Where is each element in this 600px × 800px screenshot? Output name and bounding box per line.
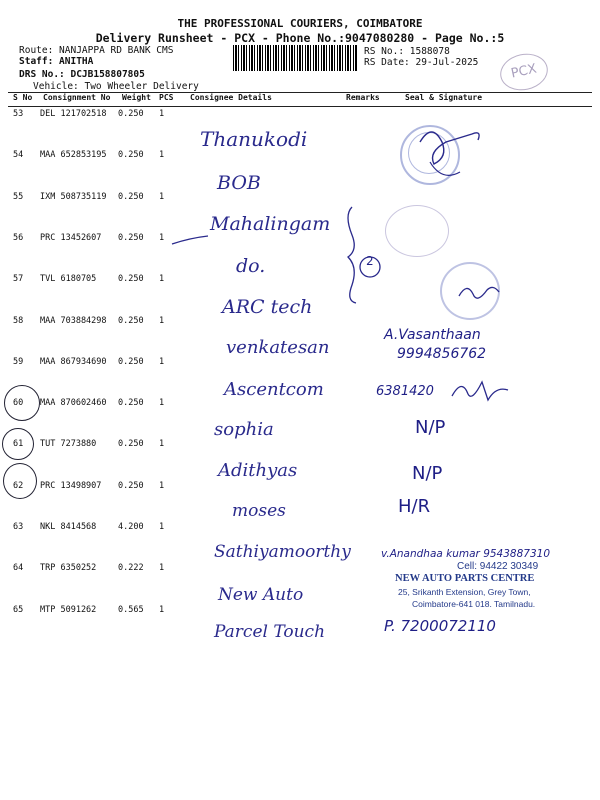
row-sno: 64 (13, 563, 24, 573)
document-subtitle: Delivery Runsheet - PCX - Phone No.:9047080280 - Page No.:5 (95, 31, 505, 45)
col-remarks: Remarks (346, 93, 380, 102)
hw-remark-60: N/P (415, 417, 446, 438)
hw-consignee-56: do. (236, 255, 266, 277)
hw-consignee-63: Sathiyamoorthy (214, 542, 351, 562)
row-sno: 61 (13, 439, 24, 449)
row-pcs: 1 (159, 398, 165, 408)
row-pcs: 1 (159, 605, 165, 615)
row-weight: 0.250 (118, 481, 144, 491)
rs-number: RS No.: 1588078 (364, 46, 450, 57)
row-sno: 58 (13, 316, 24, 326)
row-consignment: TVL 6180705 (40, 274, 97, 284)
row-weight: 0.250 (118, 274, 144, 284)
pcx-stamp: PCX (497, 49, 551, 94)
row-weight: 0.565 (118, 605, 144, 615)
row-weight: 0.250 (118, 398, 144, 408)
col-seal-signature: Seal & Signature (405, 93, 483, 102)
hw-remark-58-phone: 9994856762 (397, 346, 487, 362)
row-consignment: PRC 13498907 (40, 481, 102, 491)
row-pcs: 1 (159, 274, 165, 284)
hw-remark-62: H/R (398, 496, 431, 517)
row-weight: 0.250 (118, 316, 144, 326)
stamp-address-1: 25, Srikanth Extension, Grey Town, (398, 587, 531, 597)
col-pcs: PCS (159, 93, 174, 102)
hw-remark-63: v.Anandhaa kumar 9543887310 (381, 548, 551, 560)
row-weight: 0.222 (118, 563, 144, 573)
hw-consignee-59: Ascentcom (224, 379, 324, 400)
row-weight: 0.250 (118, 109, 144, 119)
row-weight: 0.250 (118, 357, 144, 367)
row-sno: 63 (13, 522, 24, 532)
row-sno: 57 (13, 274, 24, 284)
row-pcs: 1 (159, 357, 165, 367)
stamp-cell: Cell: 94422 30349 (457, 561, 539, 572)
col-weight: Weight (122, 93, 151, 102)
row-sno: 60 (13, 398, 24, 408)
row-sno: 54 (13, 150, 24, 160)
header-bottom-rule (8, 106, 592, 107)
hw-consignee-58: venkatesan (226, 337, 330, 358)
row-consignment: MAA 867934690 (40, 357, 107, 367)
row-weight: 0.250 (118, 150, 144, 160)
row-pcs: 1 (159, 522, 165, 532)
row-sno: 59 (13, 357, 24, 367)
hw-remark-65: P. 7200072110 (384, 617, 496, 635)
row-consignment: MTP 5091262 (40, 605, 97, 615)
hw-consignee-61: Adithyas (218, 460, 298, 481)
hw-consignee-60: sophia (214, 419, 274, 440)
barcode (233, 45, 358, 71)
col-sno: S No (13, 93, 33, 102)
row-consignment: NKL 8414568 (40, 522, 97, 532)
row-consignment: MAA 703884298 (40, 316, 107, 326)
row-weight: 0.250 (118, 192, 144, 202)
staff-label: Staff: ANITHA (19, 56, 94, 67)
hw-remark-59: 6381420 (376, 384, 434, 399)
stamp-address-2: Coimbatore-641 018. Tamilnadu. (412, 599, 536, 609)
circle-mark-62 (3, 463, 37, 499)
hw-consignee-65: Parcel Touch (214, 622, 326, 642)
document-title: THE PROFESSIONAL COURIERS, COIMBATORE (177, 17, 423, 30)
hw-remark-58: A.Vasanthaan (384, 327, 481, 343)
row-sno: 55 (13, 192, 24, 202)
row-sno: 56 (13, 233, 24, 243)
row-sno: 53 (13, 109, 24, 119)
hw-consignee-54: BOB (217, 172, 261, 194)
vehicle-label: Vehicle: Two Wheeler Delivery (33, 81, 199, 92)
circle-mark-61 (2, 428, 34, 460)
hw-consignee-62: moses (232, 501, 286, 521)
hw-consignee-57: ARC tech (222, 296, 313, 318)
row-consignment: MAA 870602460 (40, 398, 107, 408)
stamp-company-name: NEW AUTO PARTS CENTRE (395, 573, 535, 584)
signature-57 (455, 278, 505, 308)
row-pcs: 1 (159, 192, 165, 202)
row-pcs: 1 (159, 439, 165, 449)
hw-consignee-55: Mahalingam (210, 213, 331, 235)
rs-date: RS Date: 29-Jul-2025 (364, 57, 479, 68)
row-sno: 62 (13, 481, 24, 491)
row-consignment: TRP 6350252 (40, 563, 97, 573)
hw-consignee-53: Thanukodi (200, 127, 308, 151)
row-pcs: 1 (159, 316, 165, 326)
row-pcs: 1 (159, 481, 165, 491)
circle-mark-60 (4, 385, 40, 421)
row-pcs: 1 (159, 563, 165, 573)
pen-stroke (170, 234, 210, 248)
row-consignment: PRC 13452607 (40, 233, 102, 243)
hw-remark-61: N/P (412, 463, 443, 484)
hw-bracket-note: 2 (366, 254, 374, 268)
route-label: Route: NANJAPPA RD BANK CMS (19, 45, 174, 56)
row-consignment: IXM 508735119 (40, 192, 107, 202)
row-weight: 4.200 (118, 522, 144, 532)
col-consignment: Consignment No (43, 93, 111, 102)
row-pcs: 1 (159, 150, 165, 160)
col-consignee: Consignee Details (190, 93, 272, 102)
bracket-mark (340, 205, 390, 305)
drs-label: DRS No.: DCJB158807805 (19, 69, 145, 80)
row-weight: 0.250 (118, 233, 144, 243)
hw-consignee-64: New Auto (218, 585, 304, 605)
row-pcs: 1 (159, 233, 165, 243)
row-consignment: MAA 652853195 (40, 150, 107, 160)
row-pcs: 1 (159, 109, 165, 119)
signature-53 (412, 112, 502, 192)
row-weight: 0.250 (118, 439, 144, 449)
row-consignment: DEL 121702518 (40, 109, 107, 119)
row-consignment: TUT 7273880 (40, 439, 97, 449)
row-sno: 65 (13, 605, 24, 615)
seal-stamp-2 (385, 205, 449, 257)
signature-59 (448, 372, 518, 408)
